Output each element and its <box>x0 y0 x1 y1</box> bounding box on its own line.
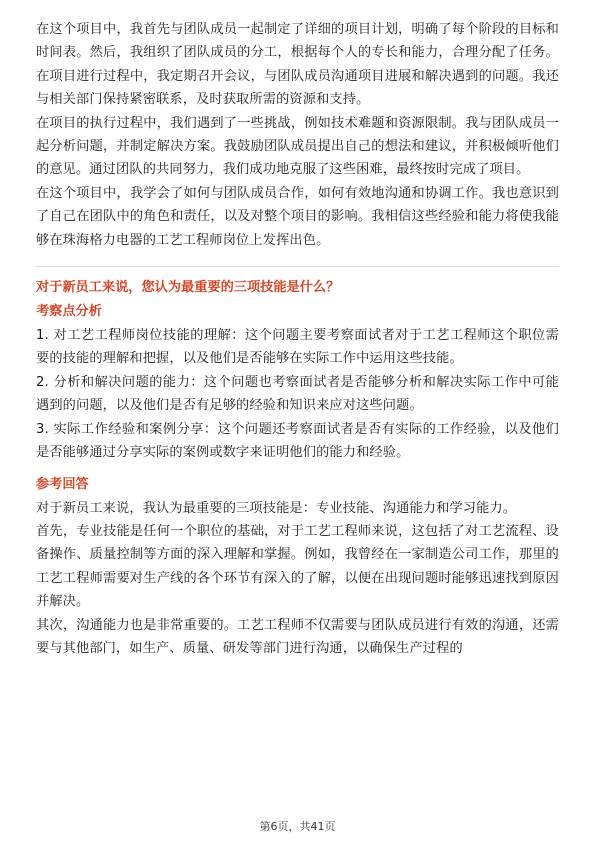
analysis-item: 2. 分析和解决问题的能力：这个问题也考察面试者是否能够分析和解决实际工作中可能遇到的问题，以及他们是否有足够的经验和知识来应对这些问题。 <box>36 374 559 414</box>
page-number: 第6页，共41页 <box>259 820 336 833</box>
answer-paragraph: 其次，沟通能力也是非常重要的。工艺工程师不仅需要与团队成员进行有效的沟通，还需要与其他部门，如生产、质量、研发等部门进行沟通，以确保生产过程的 <box>36 617 559 656</box>
document-body <box>36 18 559 660</box>
paragraph-challenges: 在项目的执行过程中，我们遇到了一些挑战，例如技术难题和资源限制。我与团队成员一起分析问题，并制定解决方案。我鼓励团队成员提出自己的想法和建议，并积极倾听他们的意见。通过团队的共同努力，我们成功地克服了这些困难，最终按时完成了项目。 <box>36 115 559 178</box>
paragraph-project-plan: 在这个项目中，我首先与团队成员一起制定了详细的项目计划，明确了每个阶段的目标和时间表。然后，我组织了团队成员的分工，根据每个人的专长和能力，合理分配了任务。在项目进行过程中，我定期召开会议，与团队成员沟通项目进展和解决遇到的问题。我还与相关部门保持紧密联系，及时获取所需的资源和支持。 <box>36 22 559 108</box>
answer-heading: 参考回答 <box>36 476 89 492</box>
section-divider <box>36 266 559 267</box>
paragraph-lessons: 在这个项目中，我学会了如何与团队成员合作，如何有效地沟通和协调工作。我也意识到了自己在团队中的角色和责任，以及对整个项目的影响。我相信这些经验和能力将使我能够在珠海格力电器的工艺工程师岗位上发挥出色。 <box>36 185 559 248</box>
answer-paragraph: 首先，专业技能是任何一个职位的基础，对于工艺工程师来说，这包括了对工艺流程、设备操作、质量控制等方面的深入理解和掌握。例如，我曾经在一家制造公司工作，那里的工艺工程师需要对生产线的各个环节有深入的了解，以便在出现问题时能够迅速找到原因并解决。 <box>36 523 559 610</box>
analysis-heading: 考察点分析 <box>36 304 102 320</box>
analysis-item: 3. 实际工作经验和案例分享：这个问题还考察面试者是否有实际的工作经验，以及他们是否能够通过分享实际的案例或数字来证明他们的能力和经验。 <box>36 421 559 461</box>
answer-paragraph: 对于新员工来说，我认为最重要的三项技能是：专业技能、沟通能力和学习能力。 <box>36 500 517 516</box>
analysis-item: 1. 对工艺工程师岗位技能的理解：这个问题主要考察面试者对于工艺工程师这个职位需要的技能的理解和把握，以及他们是否能够在实际工作中运用这些技能。 <box>36 328 559 367</box>
question-heading: 对于新员工来说，您认为最重要的三项技能是什么？ <box>36 280 340 296</box>
